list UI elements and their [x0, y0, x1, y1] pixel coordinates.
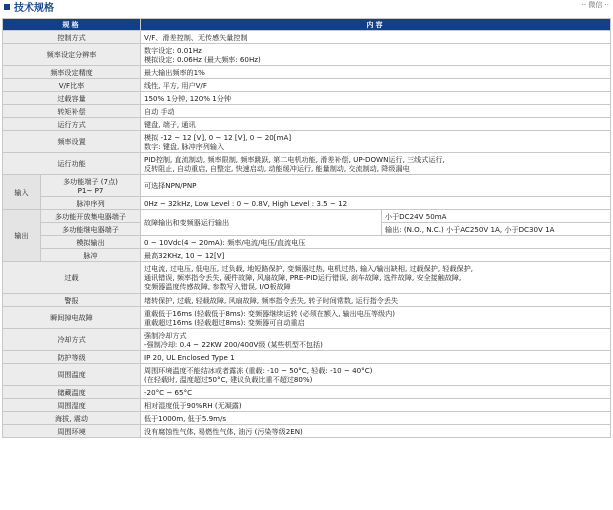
row-label: 瞬间掉电故障	[3, 307, 141, 329]
table-row	[3, 175, 611, 197]
table-row	[3, 386, 611, 399]
row-value: 过电流, 过电压, 低电压, 过负载, 地短路保护, 变频器过热, 电机过热, 输入/输出缺相, 过载保护, 轻载保护, 通讯错误, 频率指令丢失, 硬件故障, 风扇故障, PRE-PID运行错误, 刹车故障, 选件故障, 安全接触故障, 变频器温度传感故障, 参数写入错误, I/O板故障	[141, 262, 611, 294]
row-label: 频率设定分辨率	[3, 44, 141, 66]
row-value: 0 ~ 10Vdc(4 ~ 20mA): 频率/电流/电压/直流电压	[141, 236, 611, 249]
table-row	[3, 197, 611, 210]
row-label: 频率设定精度	[3, 66, 141, 79]
row-label: 警报	[3, 294, 141, 307]
row-label: 多功能继电器端子	[41, 223, 141, 236]
row-value: 数字设定: 0.01Hz 模拟设定: 0.06Hz (最大频率: 60Hz)	[141, 44, 611, 66]
row-value: 线性, 平方, 用户V/F	[141, 79, 611, 92]
table-row	[3, 44, 611, 66]
table-row	[3, 425, 611, 438]
row-value: 重载低于16ms (轻载低于8ms): 变频器继续运转 (必须在额入, 输出电压等级内) 重载超过16ms (轻载超过8ms): 变频器可自动重启	[141, 307, 611, 329]
row-label: 过载	[3, 262, 141, 294]
table-header-row	[3, 19, 611, 31]
square-bullet-icon	[4, 4, 10, 10]
section-title-text: 技术规格	[14, 3, 54, 14]
table-row	[3, 399, 611, 412]
table-row	[3, 79, 611, 92]
section-title	[4, 2, 54, 16]
row-value: 最高32KHz, 10 ~ 12[V]	[141, 249, 611, 262]
row-label: 转矩补偿	[3, 105, 141, 118]
table-row	[3, 294, 611, 307]
table-row	[3, 329, 611, 351]
table-row	[3, 92, 611, 105]
row-label: 储藏温度	[3, 386, 141, 399]
row-value: 低于1000m, 低于5.9m/s	[141, 412, 611, 425]
row-value: 相对湿度低于90%RH (无凝露)	[141, 399, 611, 412]
row-label: 运行功能	[3, 153, 141, 175]
fault-output-value: 故障输出和变频器运行输出	[141, 210, 382, 236]
row-label: 多功能端子 (7点) P1~ P7	[41, 175, 141, 197]
table-row	[3, 351, 611, 364]
row-value: 周围环境温度不能结冰或者露冻 (重载: -10 ~ 50°C, 轻载: -10 ~ 40°C) (在轻载时, 温度超过50°C, 建议负载比重不超过80%)	[141, 364, 611, 386]
row-value: 模拟 -12 ~ 12 [V], 0 ~ 12 [V], 0 ~ 20[mA] 数字: 键盘, 脉冲序列输入	[141, 131, 611, 153]
row-value: IP 20, UL Enclosed Type 1	[141, 351, 611, 364]
row-value: -20°C ~ 65°C	[141, 386, 611, 399]
row-value: 强制冷却方式 -强制冷却: 0.4 ~ 22KW 200/400V级 (某些机型不包括)	[141, 329, 611, 351]
table-row	[3, 236, 611, 249]
table-row	[3, 31, 611, 44]
row-value: 自动 手动	[141, 105, 611, 118]
table-row	[3, 131, 611, 153]
row-label: 多功能开放集电器端子	[41, 210, 141, 223]
table-row	[3, 262, 611, 294]
row-value: 最大输出频率的1%	[141, 66, 611, 79]
row-value: 150% 1分钟, 120% 1分钟	[141, 92, 611, 105]
row-value: 0Hz ~ 32kHz, Low Level : 0 ~ 0.8V, High Level : 3.5 ~ 12	[141, 197, 611, 210]
row-label: 周围温度	[3, 364, 141, 386]
row-label: 频率设置	[3, 131, 141, 153]
table-row	[3, 364, 611, 386]
row-value: 可选择NPN/PNP	[141, 175, 611, 197]
row-label: 周围湿度	[3, 399, 141, 412]
row-label: 运行方式	[3, 118, 141, 131]
table-row	[3, 153, 611, 175]
table-row	[3, 249, 611, 262]
row-label: 模拟输出	[41, 236, 141, 249]
row-label: 周围环境	[3, 425, 141, 438]
table-row	[3, 412, 611, 425]
table-row	[3, 105, 611, 118]
table-row	[3, 118, 611, 131]
output-group-label: 输出	[3, 210, 41, 262]
table-row	[3, 307, 611, 329]
row-value: V/F、滑差控制、无传感矢量控制	[141, 31, 611, 44]
relay-spec-value: 输出: (N.O., N.C.) 小于AC250V 1A, 小于DC30V 1A	[382, 223, 611, 236]
row-label: V/F比率	[3, 79, 141, 92]
row-value: 堵转保护, 过载, 轻载故障, 风扇故障, 频率指令丢失, 转子时间常数, 运行指令丢失	[141, 294, 611, 307]
row-value: PID控制, 直流制动, 频率限制, 频率跳跃, 第二电机功能, 滑差补偿, UP-DOWN运行, 三线式运行, 反转阻止, 自动重启, 自整定, 快速启动, 动能缓冲运行, 能量制动, 交流制动, 降级漏电	[141, 153, 611, 175]
corner-mark: ·· 微信 ··	[581, 1, 609, 9]
row-value: 键盘, 端子, 通讯	[141, 118, 611, 131]
spec-table	[2, 18, 611, 438]
table-row	[3, 210, 611, 223]
row-label: 过载容量	[3, 92, 141, 105]
row-label: 冷却方式	[3, 329, 141, 351]
row-label: 脉冲	[41, 249, 141, 262]
row-label: 控制方式	[3, 31, 141, 44]
table-row	[3, 66, 611, 79]
row-label: 防护等级	[3, 351, 141, 364]
row-label: 海拔, 震动	[3, 412, 141, 425]
header-content: 内容	[141, 19, 611, 31]
row-label: 脉冲序列	[41, 197, 141, 210]
collector-spec-value: 小于DC24V 50mA	[382, 210, 611, 223]
row-value: 没有腐蚀性气体, 易燃性气体, 油污 (污染等级2EN)	[141, 425, 611, 438]
header-item: 规格	[3, 19, 141, 31]
input-group-label: 输入	[3, 175, 41, 210]
